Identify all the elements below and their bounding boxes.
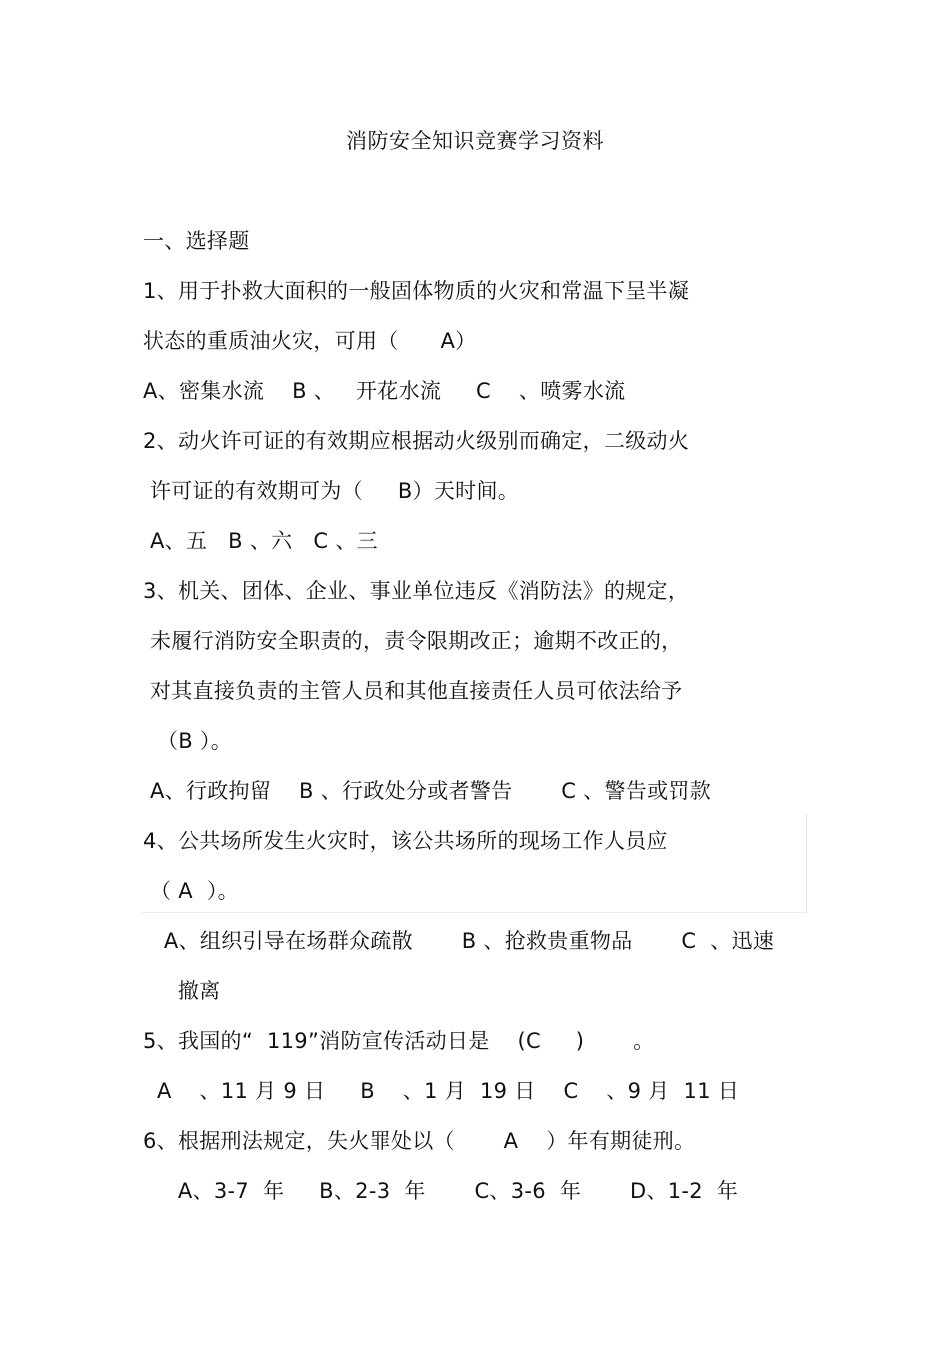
question-4-stem-line-2: （ A ）。 bbox=[143, 879, 239, 903]
question-3-stem-line-3: 对其直接负责的主管人员和其他直接责任人员可依法给予 bbox=[143, 679, 683, 703]
question-6-options: A、3-7 年 B、2-3 年 C、3-6 年 D、1-2 年 bbox=[143, 1179, 739, 1203]
question-2-stem-line-1: 2、动火许可证的有效期应根据动火级别而确定，二级动火 bbox=[143, 429, 690, 453]
question-1-stem-line-1: 1、用于扑救大面积的一般固体物质的火灾和常温下呈半凝 bbox=[143, 279, 690, 303]
document-title: 消防安全知识竞赛学习资料 bbox=[346, 129, 604, 153]
question-5-options: A 、11 月 9 日 B 、1 月 19 日 C 、9 月 11 日 bbox=[143, 1079, 740, 1103]
question-5-stem: 5、我国的“ 119”消防宣传活动日是 (C ) 。 bbox=[143, 1029, 655, 1053]
question-6-stem: 6、根据刑法规定，失火罪处以（ A ）年有期徒刑。 bbox=[143, 1129, 696, 1153]
question-3-stem-line-4: （B ）。 bbox=[143, 729, 233, 753]
question-4-options-line-1: A、组织引导在场群众疏散 B 、抢救贵重物品 C 、迅速 bbox=[143, 929, 775, 953]
question-1-options: A、密集水流 B 、 开花水流 C 、喷雾水流 bbox=[143, 379, 626, 403]
question-3-options: A、行政拘留 B 、行政处分或者警告 C 、警告或罚款 bbox=[143, 779, 711, 803]
question-3-stem-line-2: 未履行消防安全职责的，责令限期改正；逾期不改正的， bbox=[143, 629, 683, 653]
question-2-stem-line-2: 许可证的有效期可为（ B）天时间。 bbox=[143, 479, 520, 503]
question-4-options-line-2: 撤离 bbox=[143, 979, 221, 1003]
question-1-stem-line-2: 状态的重质油火灾，可用（ A） bbox=[143, 329, 477, 353]
question-3-stem-line-1: 3、机关、团体、企业、事业单位违反《消防法》的规定， bbox=[143, 579, 690, 603]
question-4-stem-line-1: 4、公共场所发生火灾时，该公共场所的现场工作人员应 bbox=[143, 829, 668, 853]
section-heading: 一、选择题 bbox=[143, 229, 250, 253]
question-2-options: A、五 B 、六 C 、三 bbox=[143, 529, 378, 553]
